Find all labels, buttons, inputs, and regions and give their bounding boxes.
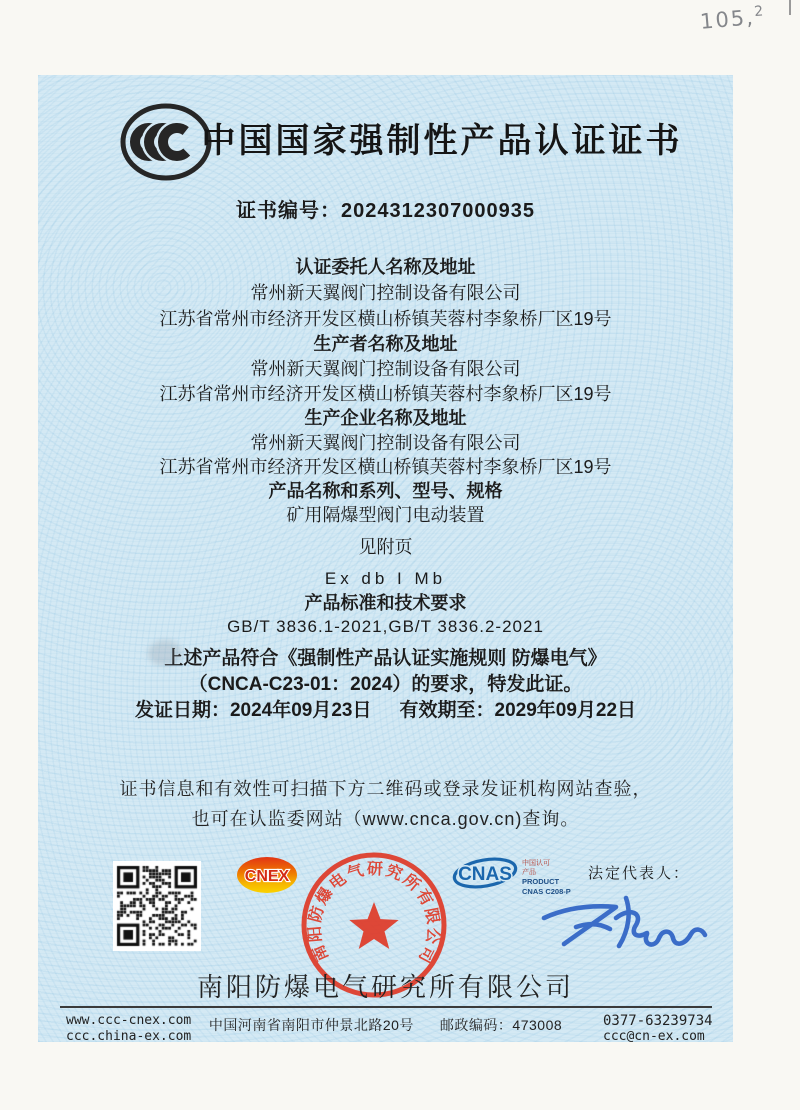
scan-artifact-line bbox=[789, 0, 791, 15]
certificate-sheet bbox=[38, 75, 733, 1042]
applicant-name: 常州新天翼阀门控制设备有限公司 bbox=[250, 283, 521, 303]
verify-note-line2: 也可在认监委网站（www.cnca.gov.cn)查询。 bbox=[191, 809, 580, 829]
stamp-star-icon bbox=[349, 902, 398, 949]
manufacturer-address: 江苏省常州市经济开发区横山桥镇芙蓉村李象桥厂区19号 bbox=[159, 457, 612, 477]
footer-website-1: www.ccc-cnex.com bbox=[66, 1013, 192, 1028]
handwritten-note-sup: 2 bbox=[753, 3, 766, 21]
signature bbox=[538, 888, 713, 960]
cnas-logo-text: CNAS bbox=[458, 864, 512, 885]
valid-until: 有效期至：2029年09月22日 bbox=[399, 700, 637, 721]
scan-smudge bbox=[148, 640, 182, 666]
standards-value: GB/T 3836.1-2021,GB/T 3836.2-2021 bbox=[227, 617, 544, 636]
cnas-cn-line1: 中国认可 bbox=[522, 860, 550, 867]
cnex-logo-icon bbox=[236, 855, 298, 895]
cnex-logo-text: CNEX bbox=[244, 868, 290, 885]
producer-address: 江苏省常州市经济开发区横山桥镇芙蓉村李象桥厂区19号 bbox=[159, 384, 612, 404]
legal-representative-label: 法定代表人： bbox=[588, 865, 691, 882]
statement-line1: 上述产品符合《强制性产品认证实施规则 防爆电气》 bbox=[164, 648, 607, 669]
product-name: 矿用隔爆型阀门电动装置 bbox=[286, 505, 485, 525]
footer-postal: 邮政编码：473008 bbox=[439, 1017, 563, 1033]
section-label-manufacturer: 生产企业名称及地址 bbox=[304, 408, 467, 428]
section-label-standards: 产品标准和技术要求 bbox=[304, 593, 467, 613]
see-attachment: 见附页 bbox=[358, 537, 413, 557]
qr-code bbox=[113, 861, 201, 951]
statement-line2: （CNCA-C23-01：2024）的要求，特发此证。 bbox=[188, 674, 583, 695]
handwritten-note-main: 105, bbox=[699, 5, 756, 34]
certificate-title: 中国国家强制性产品认证证书 bbox=[201, 122, 683, 160]
section-label-producer: 生产者名称及地址 bbox=[313, 334, 458, 354]
producer-name: 常州新天翼阀门控制设备有限公司 bbox=[250, 359, 521, 379]
stamp-ring-text: 南阳防爆电气研究所有限公司 bbox=[306, 860, 442, 968]
footer-email: ccc@cn-ex.com bbox=[603, 1029, 705, 1044]
applicant-address: 江苏省常州市经济开发区横山桥镇芙蓉村李象桥厂区19号 bbox=[159, 309, 612, 329]
cnas-en-line2: CNAS C208-P bbox=[522, 887, 571, 896]
footer-address: 中国河南省南阳市仲景北路20号 bbox=[208, 1017, 414, 1033]
issuer-name: 南阳防爆电气研究所有限公司 bbox=[196, 972, 574, 1002]
section-label-applicant: 认证委托人名称及地址 bbox=[295, 257, 476, 277]
handwritten-note bbox=[699, 3, 767, 34]
footer-divider bbox=[60, 1006, 712, 1008]
footer-phone: 0377-63239734 bbox=[603, 1013, 713, 1029]
certificate-number: 证书编号：2024312307000935 bbox=[236, 200, 535, 222]
date-line bbox=[38, 700, 733, 722]
cnas-en-line1: PRODUCT bbox=[522, 877, 560, 886]
section-label-product: 产品名称和系列、型号、规格 bbox=[268, 481, 503, 501]
footer-website-2: ccc.china-ex.com bbox=[66, 1029, 192, 1044]
manufacturer-name: 常州新天翼阀门控制设备有限公司 bbox=[250, 433, 521, 453]
cnas-cn-line2: 产品 bbox=[522, 869, 536, 876]
footer-contact bbox=[603, 1013, 713, 1045]
issue-date: 发证日期：2024年09月23日 bbox=[134, 700, 372, 721]
ex-marking: Ex db I Mb bbox=[324, 569, 447, 588]
verify-note-line1: 证书信息和有效性可扫描下方二维码或登录发证机构网站查验， bbox=[119, 779, 652, 799]
